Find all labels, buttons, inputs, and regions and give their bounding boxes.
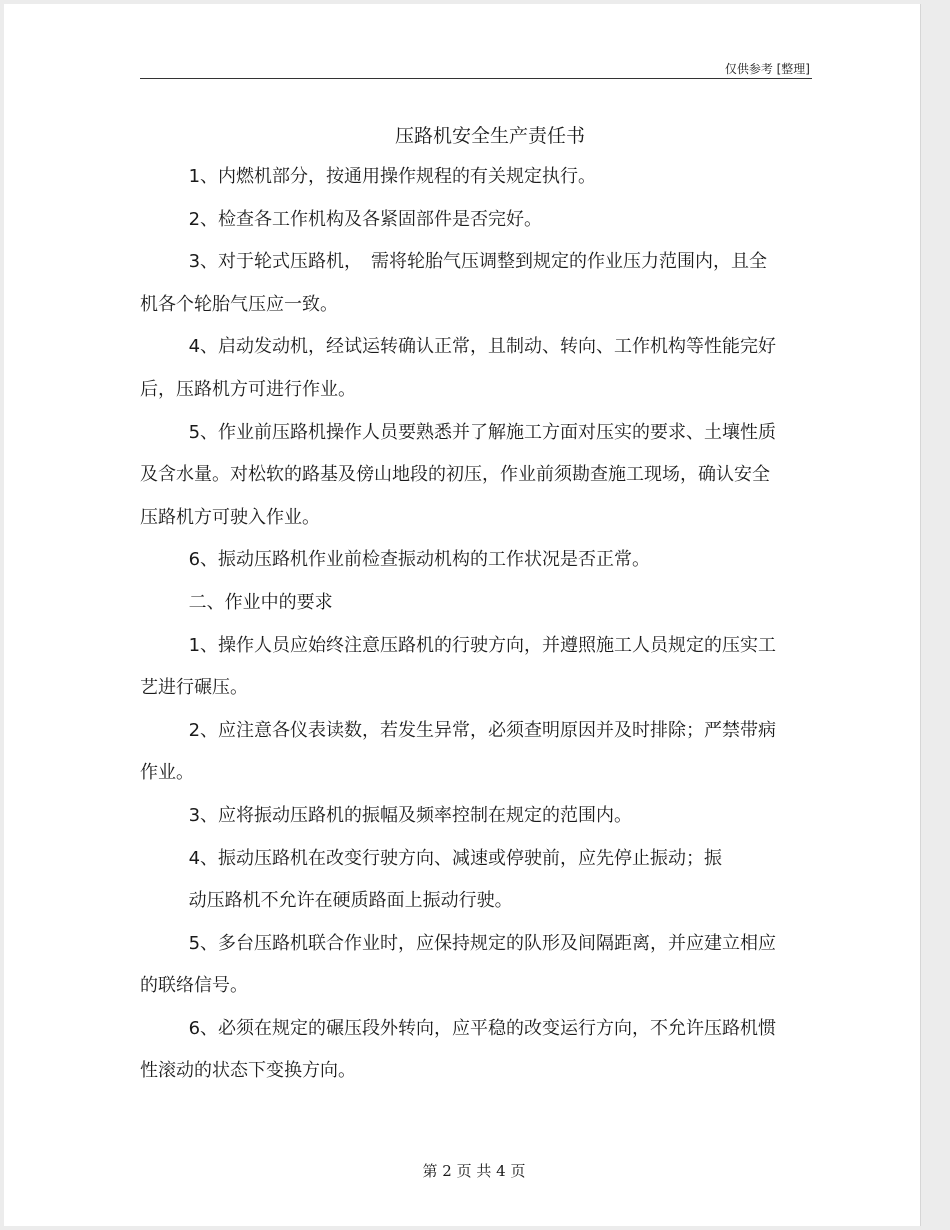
- header-note: 仅供参考 [整理]: [724, 62, 810, 76]
- page-number: 第 2 页 共 4 页: [422, 1162, 526, 1180]
- paragraph: 1、操作人员应始终注意压路机的行驶方向，并遵照施工人员规定的压实工艺进行碾压。: [140, 634, 777, 699]
- paragraph: 4、振动压路机在改变行驶方向、减速或停驶前，应先停止振动；振: [188, 847, 723, 869]
- paragraph: 6、振动压路机作业前检查振动机构的工作状况是否正常。: [188, 549, 651, 571]
- document-page: [4, 4, 921, 1226]
- document-body: [140, 156, 780, 1093]
- document-title: 压路机安全生产责任书: [394, 125, 585, 147]
- section-heading: 二、作业中的要求: [188, 591, 333, 613]
- paragraph: 2、检查各工作机构及各紧固部件是否完好。: [188, 208, 543, 230]
- paragraph: 3、对于轮式压路机， 需将轮胎气压调整到规定的作业压力范围内，且全机各个轮胎气压应一致。: [140, 251, 768, 315]
- paragraph: 2、应注意各仪表读数，若发生异常，必须查明原因并及时排除；严禁带病作业。: [140, 719, 777, 784]
- paragraph: 6、必须在规定的碾压段外转向，应平稳的改变运行方向，不允许压路机惯性滚动的状态下变换方向。: [140, 1017, 777, 1082]
- paragraph: 动压路机不允许在硬质路面上振动行驶。: [188, 890, 513, 912]
- paragraph: 3、应将振动压路机的振幅及频率控制在规定的范围内。: [188, 804, 633, 826]
- paragraph: 4、启动发动机，经试运转确认正常，且制动、转向、工作机构等性能完好后，压路机方可进行作业。: [140, 336, 777, 400]
- header-divider: [140, 78, 812, 79]
- paragraph: 5、作业前压路机操作人员要熟悉并了解施工方面对压实的要求、土壤性质及含水量。对松软的路基及傍山地段的初压，作业前须勘查施工现场，确认安全压路机方可驶入作业。: [140, 421, 777, 528]
- paragraph: 5、多台压路机联合作业时，应保持规定的队形及间隔距离，并应建立相应的联络信号。: [140, 932, 777, 997]
- paragraph: 1、内燃机部分，按通用操作规程的有关规定执行。: [188, 166, 597, 187]
